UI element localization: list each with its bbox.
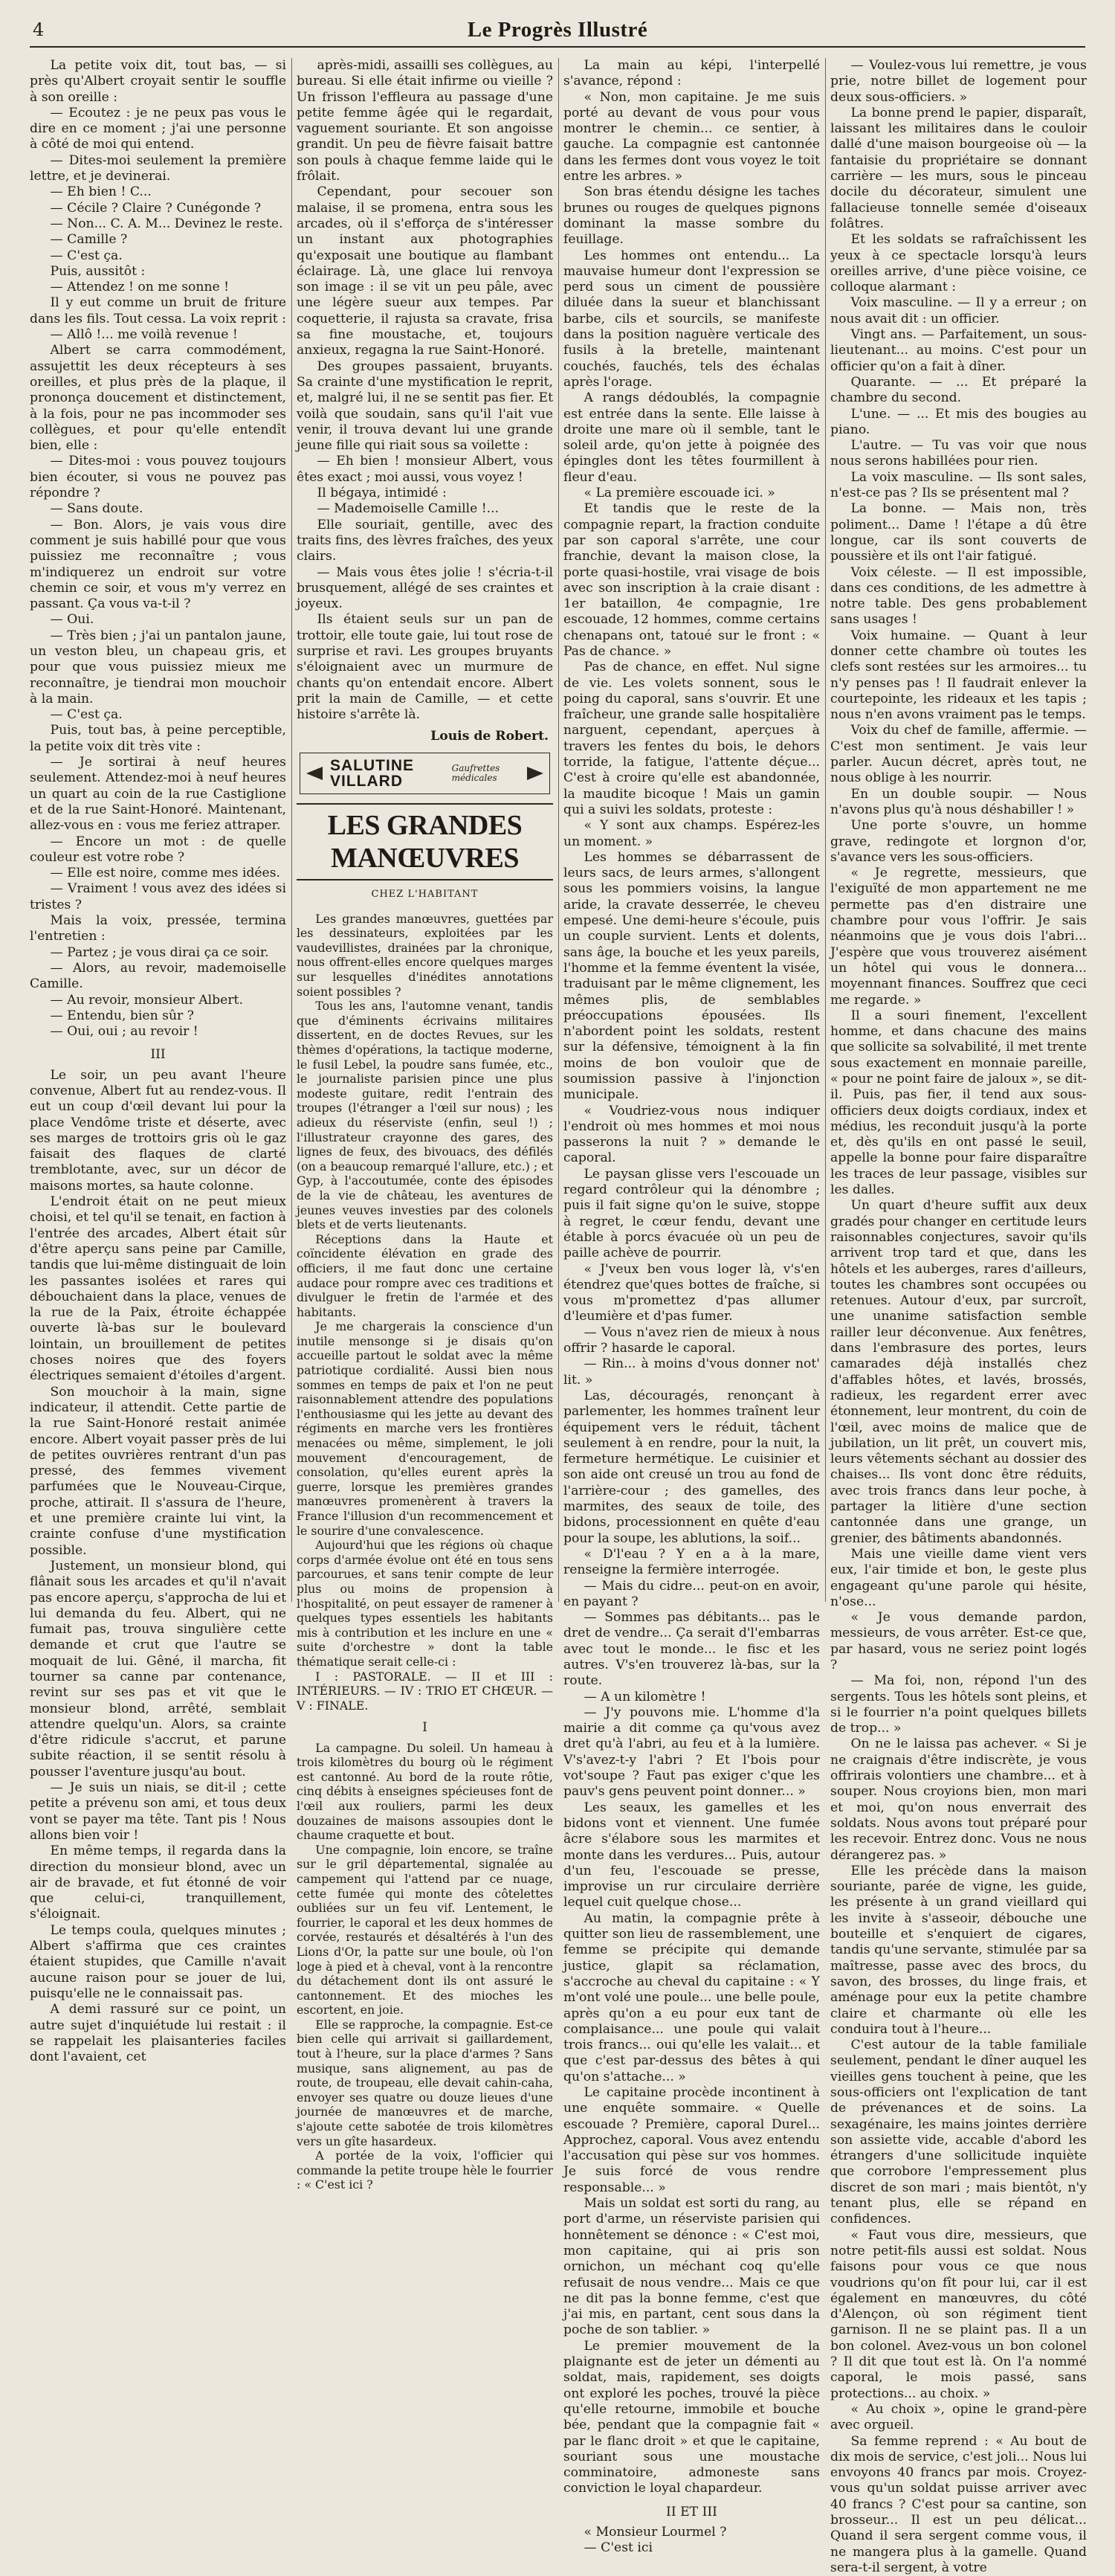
paragraph: — A un kilomètre !: [584, 1689, 706, 1704]
paragraph: « J'veux ben vous loger là, v's'en étendrez que'ques bottes de fraîche, si vous m'promettez d'pas allumer d'leumière et d'pas fumer.: [563, 1261, 820, 1324]
paragraph: Il y eut comme un bruit de friture dans les fils. Tout cessa. La voix reprit :: [30, 295, 286, 326]
paragraph: — Eh bien ! monsieur Albert, vous êtes exact ; moi aussi, vous voyez !: [297, 454, 553, 485]
article-subtitle: CHEZ L'HABITANT: [371, 889, 479, 901]
column-1: [30, 58, 286, 2065]
paragraph: A demi rassuré sur ce point, un autre sujet d'inquiétude lui restait : il se rappelait les plaisanteries faciles dont l'avaient, cet: [30, 2002, 286, 2065]
paragraph: — J'y pouvons mie. L'homme d'la mairie a dit comme ça qu'vous avez dret qu'à l'abri, au feu et à la lumière. V's'avez-t-y l'abri ? Et l'bois pour vot'soupe ? Faut pas exiger c'que les pauv's gens peuvent point donner... »: [563, 1704, 820, 1800]
paragraph: Quarante. — ... Et préparé la chambre du second.: [830, 374, 1087, 406]
story-ending: [297, 58, 553, 723]
paragraph: Albert se carra commodément, assujettit les deux récepteurs à ses oreilles, et plus près de la plaque, il prononça doucement et distinctement, à la fois, pour ne pas incommoder ses collègues, et pour qu'elle entendît bien, elle :: [30, 343, 286, 454]
paragraph: Vingt ans. — Parfaitement, un sous-lieutenant... au moins. C'est pour un officier qu'on a fait à dîner.: [830, 327, 1087, 374]
paragraph: Mais une vieille dame vient vers eux, l'air timide et bon, le geste plus engageant qu'une parole qui hésite, n'ose...: [830, 1546, 1087, 1609]
paragraph: — Voulez-vous lui remettre, je vous prie, notre billet de logement pour deux sous-officiers. »: [830, 58, 1087, 105]
paragraph: — Mais du cidre... peut-on en avoir, en payant ?: [563, 1578, 820, 1609]
paragraph: — C'est ça.: [50, 707, 123, 723]
paragraph: Las, découragés, renonçant à parlementer, les hommes traînent leur équipement vers le réduit, tâchent seulement à en rendre, pour la nuit, la fermeture hermétique. Le cuisinier et son aide ont creusé un trou au fond de l'arrière-cour ; des gamelles, des marmites, des seaux de toile, des bidons, processionnent en quête d'eau pour la soupe, les ablutions, la soif...: [563, 1388, 820, 1546]
paragraph: Une porte s'ouvre, un homme grave, redingote et lorgnon d'or, s'avance vers les sous-officiers.: [830, 818, 1087, 865]
paragraph: La bonne prend le papier, disparaît, laissant les militaires dans le couloir dallé d'une maison bourgeoise où — la fantaisie du propriétaire se donnant carrière — les murs, sous le pinceau docile du décorateur, simulent une fallacieuse tonnelle semée d'oiseaux folâtres.: [830, 105, 1087, 231]
paragraph: A portée de la voix, l'officier qui commande la petite troupe hèle le fourrier : « C'est ici ?: [297, 2148, 553, 2192]
paragraph: C'est autour de la table familiale seulement, pendant le dîner auquel les vieilles gens touchent à peine, que les sous-officiers ont l'explication de tant de prévenances et de soins. La sexagénaire, les mains jointes derrière son assiette vide, accable d'abord les étrangers d'une sollicitude inquiète que corrobore l'empressement plus discret de son mari ; mais bientôt, n'y tenant plus, elle se répand en confidences.: [830, 2038, 1087, 2227]
paragraph: En même temps, il regarda dans la direction du monsieur blond, avec un air de bravade, et fut étonné de voir que celui-ci, tranquillement, s'éloignait.: [30, 1844, 286, 1922]
paragraph: L'endroit était on ne peut mieux choisi, et tel qu'il se tenait, en faction à l'entrée des arcades, Albert était sûr d'être aperçu sans peine par Camille, tandis que lui-même distinguait de loin les passantes isolées et rares qui débouchaient dans la place, venues de la rue de la Paix, étroite échappée ouverte là-bas sur le boulevard lointain, un brouillement de petites choses noires que des foyers électriques semaient d'étoiles d'argent.: [30, 1194, 286, 1384]
paragraph: I : PASTORALE. — II et III : INTÉRIEURS. — IV : TRIO ET CHŒUR. — V : FINALE.: [297, 1669, 553, 1713]
paragraph: — Rin... à moins d'vous donner not' lit. »: [563, 1356, 820, 1388]
paragraph: Elle les précède dans la maison souriante, parée de vigne, les guide, les présente à un grand vieillard qui les invite à s'asseoir, débouche une bouteille et s'enquiert de cigares, tandis qu'une servante, stimulée par sa maîtresse, passe avec des brocs, du savon, des brosses, du linge frais, et aménage pour eux la petite chambre claire et charmante où elle les conduira tout à l'heure...: [830, 1863, 1087, 2037]
paragraph: Réceptions dans la Haute et coïncidente élévation en grade des officiers, il me faut donc une certaine audace pour rompre avec ces traditions et divulguer le fretin de l'armée et des habitants.: [297, 1231, 553, 1319]
paragraph: Des groupes passaient, bruyants. Sa crainte d'une mystification le reprit, et, malgré lui, il ne se sentit pas fier. Et voilà que soudain, sans qu'il l'ait vue venir, il trouva devant lui une grande jeune fille qui riait sous sa voilette :: [297, 358, 553, 454]
paragraph: Son bras étendu désigne les taches brunes ou rouges de quelques pignons dominant la masse sombre du feuillage.: [563, 184, 820, 248]
paragraph: — Au revoir, monsieur Albert.: [50, 992, 243, 1008]
column-4: [830, 58, 1087, 2575]
paragraph: « Je vous demande pardon, messieurs, de vous arrêter. Est-ce que, par hasard, vous ne seriez point logés ?: [830, 1610, 1087, 1672]
paragraph: — C'est ça.: [50, 248, 123, 263]
paragraph: — Cécile ? Claire ? Cunégonde ?: [50, 200, 262, 216]
ad-subtitle: Gaufrettes médicales: [451, 763, 500, 784]
paragraph: Et tandis que le reste de la compagnie repart, la fraction conduite par son caporal s'arrête, une cour franchie, devant la maison close, la porte quasi-hostile, vrai visage de bois avec son inscription à la craie disant : 1er bataillon, 4e compagnie, 1re escouade, 12 hommes, comme certains chenapans ont, tatoué sur le front : « Pas de chance. »: [563, 501, 820, 659]
paragraph: Les hommes ont entendu... La mauvaise humeur dont l'expression se perd sous un ciment de poussière diluée dans la sueur et blanchissant barbe, cils et sourcils, se manifeste dans la position naguère verticale des fusils à la bretelle, maintenant couchés, fauchés, tels des échalas après l'orage.: [563, 248, 820, 390]
paragraph: Puis, tout bas, à peine perceptible, la petite voix dit très vite :: [30, 723, 286, 754]
paragraph: Il bégaya, intimidé :: [317, 486, 447, 501]
paragraph: — Mais vous êtes jolie ! s'écria-t-il brusquement, allégé de ses craintes et joyeux.: [297, 564, 553, 612]
section-number: III: [150, 1047, 166, 1063]
paragraph: — Partez ; je vous dirai ça ce soir.: [50, 944, 269, 960]
paragraph: — Dites-moi : vous pouvez toujours bien écouter, si vous ne pouvez pas répondre ?: [30, 454, 286, 501]
paragraph: Son mouchoir à la main, signe indicateur, il attendit. Cette partie de la rue Saint-Honoré restait animée encore. Albert voyait passer près de lui de petites ouvrières rentrant d'un pas pressé, des femmes vivement parfumées que le Nouveau-Cirque, proche, attirait. Il s'assura de l'heure, et une première crainte lui vint, la crainte confuse d'une mystification possible.: [30, 1384, 286, 1558]
paragraph: Pas de chance, en effet. Nul signe de vie. Les volets sonnent, sous le poing du caporal, sans s'ouvrir. Et une fraîcheur, une grande salle hospitalière narguent, cependant, aperçues à travers les fentes du bois, le dehors torride, la fatigue, l'attente déçue... C'est à croire qu'elle est abandonnée, la maudite bicoque ! Mais un gamin qui a suivi les soldats, proteste :: [563, 660, 820, 817]
paragraph: « Je regrette, messieurs, que l'exiguïté de mon appartement ne me permette pas d'en distraire une chambre pour vous l'offrir. Je sais néanmoins que je vous dois l'abri... J'espère que vous trouverez aisément un hôtel qui vous le donnera... moyennant finances. Souffrez que ceci me regarde. »: [830, 866, 1087, 1008]
paragraph: Le soir, un peu avant l'heure convenue, Albert fut au rendez-vous. Il eut un coup d'œil devant lui pour la place Vendôme triste et déserte, avec ses marges de trottoirs gris où le gaz faisait des flaques de clarté tremblotante, avec, sur un décor de maisons mortes, sa haute colonne.: [30, 1067, 286, 1194]
ad-arrow-left-icon: [306, 767, 323, 780]
article-section-2-cont: [830, 58, 1087, 2576]
paragraph: Le temps coula, quelques minutes ; Albert s'affirma que ces craintes étaient stupides, que Camille n'avait aucune raison pour se jouer de lui, puisqu'elle ne le connaissait pas.: [30, 1922, 286, 2001]
paragraph: — Oui, oui ; au revoir !: [50, 1024, 198, 1040]
paragraph: Mais un soldat est sorti du rang, au port d'arme, un réserviste parisien qui honnêtement se dénonce : « C'est moi, mon capitaine, qui ai pris son ornichon, un méchant coq qu'elle refusait de nous vendre... Mais ce que ne dit pas la bonne femme, c'est que j'ai mis, en partant, cent sous dans la poche de son tablier. »: [563, 2196, 820, 2338]
paragraph: — Elle est noire, comme mes idées.: [50, 866, 281, 881]
paragraph: Sa femme reprend : « Au bout de dix mois de service, c'est joli... Nous lui envoyons 40 francs par mois. Croyez-vous qu'un soldat puisse arriver avec 40 francs ? C'est pour sa cantine, son brosseur... Il est un peu délicat... Quand il sera sergent comme vous, il ne mangera plus à la gamelle. Quand sera-t-il sergent, à votre: [830, 2433, 1087, 2575]
paragraph: L'une. — ... Et mis des bougies au piano.: [830, 406, 1087, 437]
article-section-1: [297, 1741, 553, 2192]
paragraph: Il a souri finement, l'excellent homme, et dans chacune des mains que sollicite sa solvabilité, il met trente sous exactement en monnaie pareille, « pour ne point faire de jaloux », se dit-il. Puis, pas fier, il tend aux sous-officiers deux doigts cordiaux, index et médius, les reconduit jusqu'à la porte et, dès qu'ils en ont passé le seuil, appelle la bonne pour faire disparaître les traces de leur passage, visibles sur les dalles.: [830, 1008, 1087, 1198]
page-header: [30, 13, 1085, 48]
paragraph: Je me chargerais la conscience d'un inutile mensonge si je disais qu'on accueille partout le soldat avec la même patriotique cordialité. Aussi bien nous sommes en temps de paix et l'on ne peut raisonnablement attendre des populations l'enthousiasme qui les jette au devant des régiments en marche vers les frontières menacées ou même, simplement, le joli mouvement d'encouragement, de consolation, qu'elles eurent après la guerre, lorsque les premières grandes manœuvres promenèrent à travers la France l'illusion d'un recommencement et le sourire d'une convalescence.: [297, 1319, 553, 1538]
article-title: LES GRANDES MANŒUVRES: [297, 803, 553, 880]
paragraph: Justement, un monsieur blond, qui flânait sous les arcades et qu'il n'avait pas encore aperçu, s'approcha de lui et lui demanda du feu. Albert, qui ne fumait pas, trouva singulière cette demande et crut que l'autre se moquait de lui. Gêné, il marcha, fit tourner sa canne par contenance, revint sur ses pas et vit que le monsieur blond, arrêté, semblait attendre quelqu'un. Alors, sa crainte d'être ridicule s'accrut, et parune subite réaction, il se sentit résolu à pousser l'aventure jusqu'au bout.: [30, 1558, 286, 1780]
paragraph: — Je suis un niais, se dit-il ; cette petite a prévenu son ami, et tous deux vont se payer ma tête. Tant pis ! Nous allons bien voir !: [30, 1780, 286, 1843]
paragraph: La petite voix dit, tout bas, — si près qu'Albert croyait sentir le souffle à son oreille :: [30, 58, 286, 105]
paragraph: Voix masculine. — Il y a erreur ; on nous avait dit : un officier.: [830, 295, 1087, 326]
paragraph: « D'l'eau ? Y en a à la mare, renseigne la fermière interrogée.: [563, 1546, 820, 1578]
paragraph: Les hommes se débarrassent de leurs sacs, de leurs armes, s'allongent sous les pommiers voisins, la langue aride, la cravate desserrée, le cheveu empesé. Une demi-heure s'écoule, puis un couple survient. Lents et dolents, sans âge, la bouche et les yeux pareils, l'homme et la femme éventent la visée, traduisant par le même clignement, les mêmes plis, de semblables préoccupations épousées. Ils n'abordent point les soldats, restent sur la défensive, témoignent à la fin moins de bon vouloir que de soumission passive à l'injonction municipale.: [563, 849, 820, 1103]
paragraph: Puis, aussitôt :: [50, 263, 146, 279]
paragraph: Une compagnie, loin encore, se traîne sur le gril départemental, signalée au campement qui l'attend par ce nuage, cette fumée qui monte des côtelettes oubliées sur un feu vif. Lentement, le fourrier, le caporal et les deux hommes de corvée, restaurés et désaltérés à l'un des Lions d'Or, la patte sur une boule, où l'on loge à pied et à cheval, vont à la rencontre du détachement dont ils ont assuré le cantonnement. Et des mioches les escortent, en joie.: [297, 1842, 553, 2018]
paragraph: « Monsieur Lourmel ?: [584, 2525, 727, 2540]
paragraph: — C'est ici: [584, 2540, 653, 2556]
paragraph: Mais la voix, pressée, termina l'entretien :: [30, 913, 286, 944]
paragraph: Au matin, la compagnie prête à quitter son lieu de rassemblement, une femme se précipite qui demande justice, glapit sa réclamation, s'accroche au cheval du capitaine : « Y m'ont volé une poule... une belle poule, après qu'on a eu pour eux tant de complaisance... une poule qui valait trois francs... oui qu'elle les valait... et que c'est par-dessus des bêtes à qui qu'on s'attache... »: [563, 1910, 820, 2084]
paragraph: Un quart d'heure suffit aux deux gradés pour changer en certitude leurs raisonnables conjectures, savoir qu'ils arrivent trop tard et que, dans les hôtels et les auberges, rares d'ailleurs, toutes les chambres sont occupées ou retenues. Autour d'eux, par surcroît, une unanime satisfaction semble railler leur déconvenue. Aux fenêtres, dans l'embrasure des portes, leurs camarades déjà installés chez d'affables hôtes, et lavés, brossés, radieux, les regardent errer avec étonnement, leur montrent, du coin de l'œil, avec moins de malice que de jubilation, un lit prêt, un couvert mis, leurs vêtements séchant au dossier des chaises... Ils vont donc être réduits, avec trois francs dans leur poche, à partager la litière d'une section cantonnée dans une grange, un grenier, des bâtiments abandonnés.: [830, 1198, 1087, 1546]
paragraph: Voix humaine. — Quant à leur donner cette chambre où toutes les clefs sont restées sur les armoires... tu n'y penses pas ! Il faudrait enlever la courtepointe, les rideaux et les tapis ; nous n'en avons vraiment pas le temps.: [830, 628, 1087, 723]
paragraph: Voix céleste. — Il est impossible, dans ces conditions, de les admettre à notre table. Des gens probablement sans usages !: [830, 564, 1087, 628]
paragraph: « Non, mon capitaine. Je me suis porté au devant de vous pour vous montrer le chemin... ce sentier, à gauche. La compagnie est cantonnée dans les fermes dont vous voyez le toit entre les arbres. »: [563, 89, 820, 184]
paragraph: Ils étaient seuls sur un pan de trottoir, elle toute gaie, lui tout rose de surprise et ravi. Les groupes bruyants s'éloignaient avec un murmure de chants qu'on entendait encore. Albert prit la main de Camille, — et cette histoire s'arrête là.: [297, 612, 553, 723]
paragraph: — Ma foi, non, répond l'un des sergents. Tous les hôtels sont pleins, et si le fourrier n'a point quelques billets de trop... »: [830, 1673, 1087, 1736]
paragraph: — Je sortirai à neuf heures seulement. Attendez-moi à neuf heures un quart au coin de la rue Castiglione et de la rue Saint-Honoré. Maintenant, allez-vous en : vous me feriez attraper.: [30, 755, 286, 834]
paragraph: A rangs dédoublés, la compagnie est entrée dans la sente. Elle laisse à droite une mare où il semble, tant le soleil arde, qu'on jette à poignée des épingles dont les têtes fourmillent à fleur d'eau.: [563, 390, 820, 485]
article-section-1-cont: [563, 58, 820, 2497]
paragraph: « Au choix », opine le grand-père avec orgueil.: [830, 2401, 1087, 2433]
paragraph: La campagne. Du soleil. Un hameau à trois kilomètres du bourg où le régiment est cantonné. Au bord de la route rôtie, cinq débits à enseignes spécieuses font de l'œil aux rouliers, parmi les deux douzaines de maisons assoupies dont le chaume craquette et bout.: [297, 1740, 553, 1843]
column-rule: [825, 58, 826, 1602]
paragraph: — Dites-moi seulement la première lettre, et je devinerai.: [30, 152, 286, 184]
paragraph: Et les soldats se rafraîchissent les yeux à ce spectacle lorsqu'à leurs oreilles arrive, d'une pièce voisine, ce colloque alarmant :: [830, 232, 1087, 295]
paragraph: Cependant, pour secouer son malaise, il se promena, entra sous les arcades, où il s'efforça de s'intéresser un instant aux photographies qu'exposait une boutique au flambant éclairage. Là, une glace lui renvoya son image : il se vit un peu pâle, avec une légère sueur aux tempes. Par coquetterie, il rajusta sa cravate, frisa sa fine moustache, et, toujours anxieux, regagna la rue Saint-Honoré.: [297, 184, 553, 358]
ad-brand: SALUTINE VILLARD: [330, 756, 414, 790]
paragraph: Elle souriait, gentille, avec des traits fins, des lèvres fraîches, des yeux clairs.: [297, 517, 553, 564]
paragraph: — Vous n'avez rien de mieux à nous offrir ? hasarde le caporal.: [563, 1324, 820, 1356]
section-number: I: [422, 1720, 427, 1736]
paragraph: après-midi, assailli ses collègues, au bureau. Si elle était infirme ou vieille ? Un frisson l'effleura au passage d'une petite femme âgée qui le regardait, vaguement souriante. Et son angoisse grandit. Un peu de fièvre faisait battre son pouls à chaque femme laide qui le frôlait.: [297, 58, 553, 184]
paragraph: — Oui.: [50, 612, 94, 628]
page-number: 4: [33, 19, 45, 40]
paragraph: « Y sont aux champs. Espérez-les un moment. »: [563, 818, 820, 849]
column-rule: [558, 58, 559, 1602]
paragraph: Le paysan glisse vers l'escouade un regard contrôleur qui la dénombre ; puis il fait signe qu'on le suive, stoppe à regret, le cœur fendu, devant une étable à porcs évacuée où un peu de paille achève de pourrir.: [563, 1166, 820, 1261]
paragraph: En un double soupir. — Nous n'avons plus qu'à nous déshabiller ! »: [830, 786, 1087, 817]
paragraph: — Très bien ; j'ai un pantalon jaune, un veston bleu, un chapeau gris, et pour que vous puissiez mieux me reconnaître, je tiendrai mon mouchoir à la main.: [30, 628, 286, 706]
paragraph: — Bon. Alors, je vais vous dire comment je suis habillé pour que vous puissiez me reconnaître ; vous m'indiquerez un endroit sur votre chemin ce soir, et vous m'y verrez en passant. Ça vous va-t-il ?: [30, 517, 286, 612]
column-rule: [291, 58, 292, 1602]
paragraph: Le capitaine procède incontinent à une enquête sommaire. « Quelle escouade ? Première, caporal Durel... Approchez, caporal. Vous avez entendu l'accusation qui pèse sur vos hommes. Je suis forcé de vous rendre responsable... »: [563, 2085, 820, 2195]
paragraph: Elle se rapproche, la compagnie. Est-ce bien celle qui arrivait si gaillardement, tout à l'heure, sur la place d'armes ? Sans musique, sans alignement, au pas de route, de troupeau, elle devait cahin-caha, envoyer ses quatre ou douze lieues d'une journée de manœuvres et de marche, s'ajoute cette sabotée de trois kilomètres vers un gîte hasardeux.: [297, 2017, 553, 2148]
paragraph: Le premier mouvement de la plaignante est de jeter un démenti au soldat, mais, rapidement, ses doigts ont exploré les poches, trouvé la pièce qu'elle retourne, immobile et bouche bée, pendant que la compagnie fait « par le flanc droit » et que le capitaine, souriant sous une moustache comminatoire, admoneste sans conviction le loyal chapardeur.: [563, 2338, 820, 2496]
paragraph: Les seaux, les gamelles et les bidons vont et viennent. Une fumée âcre s'élabore sous les marmites et monte dans les verdures... Puis, autour d'un feu, l'escouade se presse, improvise un rur circulaire derrière lequel cuit quelque chose...: [563, 1800, 820, 1910]
paragraph: La voix masculine. — Ils sont sales, n'est-ce pas ? Ils se présentent mal ?: [830, 469, 1087, 501]
paragraph: « La première escouade ici. »: [584, 486, 775, 501]
section-number: II ET III: [666, 2504, 717, 2519]
paragraph: — Non... C. A. M... Devinez le reste.: [50, 216, 283, 231]
column-2: [297, 58, 553, 2192]
paragraph: Tous les ans, l'automne venant, tandis que d'éminents écrivains militaires dissertent, en de doctes Revues, sur les thèmes d'opérations, la tactique moderne, le fusil Lebel, la poudre sans fumée, etc., le journaliste parisien pince une plus modeste guitare, redit l'entrain des troupes (l'étranger a l'œil sur nous) ; les adieux du réserviste (enfin, seul !) ; l'illustrateur crayonne des gares, des lignes de feux, des bivouacs, des défilés (on a beaucoup remarqué l'allure, etc.) ; et Gyp, à l'accoutumée, conte des épisodes de la vie de château, les aventures de jeunes veuves investies par des colonels blets et de verts lieutenants.: [297, 999, 553, 1232]
paragraph: — Vraiment ! vous avez des idées si tristes ?: [30, 881, 286, 912]
paragraph: — Allô !... me voilà revenue !: [50, 327, 238, 343]
paragraph: L'autre. — Tu vas voir que nous nous serons habillées pour rien.: [830, 438, 1087, 469]
paragraph: — Entendu, bien sûr ?: [50, 1008, 194, 1023]
paragraph: La main au képi, l'interpellé s'avance, répond :: [563, 58, 820, 89]
paragraph: — Sans doute.: [50, 501, 143, 517]
story-part-3: [30, 1068, 286, 2066]
story-part-2: [30, 58, 286, 1040]
paragraph: — Eh bien ! C...: [50, 184, 152, 200]
ad-arrow-right-icon: [527, 767, 543, 780]
paragraph: — Alors, au revoir, mademoiselle Camille.: [30, 960, 286, 992]
masthead: Le Progrès Illustré: [467, 18, 648, 42]
advertisement: [300, 753, 550, 795]
paragraph: Voix du chef de famille, affermie. — C'est mon sentiment. Je vais leur parler. Aucun décret, après tout, ne nous oblige à les nourrir.: [830, 723, 1087, 786]
article-section-2: [563, 2525, 820, 2557]
paragraph: — Ecoutez : je ne peux pas vous le dire en ce moment ; j'ai une personne à côté de moi qui entend.: [30, 105, 286, 152]
article-intro: [297, 912, 553, 1713]
column-3: [563, 58, 820, 2556]
paragraph: — Attendez ! on me sonne !: [50, 280, 230, 295]
author-signature: Louis de Robert.: [430, 729, 549, 744]
paragraph: — Encore un mot : de quelle couleur est votre robe ?: [30, 834, 286, 865]
paragraph: « Voudriez-vous nous indiquer l'endroit où mes hommes et moi nous passerons la nuit ? » demande le caporal.: [563, 1103, 820, 1166]
paragraph: Les grandes manœuvres, guettées par les dessinateurs, exploitées par les vaudevillistes, drainées par la chronique, nous offrent-elles encore quelques marges sur lesquelles d'inédites annotations soient possibles ?: [297, 911, 553, 999]
paragraph: La bonne. — Mais non, très poliment... Dame ! l'étape a dû être longue, car ils sont couverts de poussière et ils ont l'air fatigué.: [830, 501, 1087, 564]
paragraph: — Camille ?: [50, 232, 128, 248]
paragraph: — Sommes pas débitants... pas le dret de vendre... Ça serait d'l'embarras avec tout le monde... le fisc et les autres. V's'en trouverez là-bas, sur la route.: [563, 1610, 820, 1689]
paragraph: « Faut vous dire, messieurs, que notre petit-fils aussi est soldat. Nous faisons pour vous ce que nous voudrions qu'on fît pour lui, car il est également en manœuvres, du côté d'Alençon, où son régiment tient garnison. Il ne se plaint pas. Il a un bon colonel. Avez-vous un bon colonel ? Il dit que tout est là. On l'a nommé caporal, le mois passé, sans protections... au choix. »: [830, 2227, 1087, 2401]
paragraph: — Mademoiselle Camille !...: [317, 501, 500, 517]
paragraph: Aujourd'hui que les régions où chaque corps d'armée évolue ont été en tous sens parcourues, et sans tenir compte de leur plus ou moins de propension à l'hospitalité, on peut essayer de ramener à quelques types essentiels les habitants mis à contribution et les inclure en une « suite d'orchestre » dont la table thématique serait celle-ci :: [297, 1538, 553, 1669]
paragraph: On ne le laissa pas achever. « Si je ne craignais d'être indiscrète, je vous offrirais volontiers une chambre... et à souper. Nous croyions bien, mon mari et moi, qu'on nous enverrait des soldats. Nous avons tout préparé pour les recevoir. Entrez donc. Vous ne nous dérangerez pas. »: [830, 1736, 1087, 1863]
